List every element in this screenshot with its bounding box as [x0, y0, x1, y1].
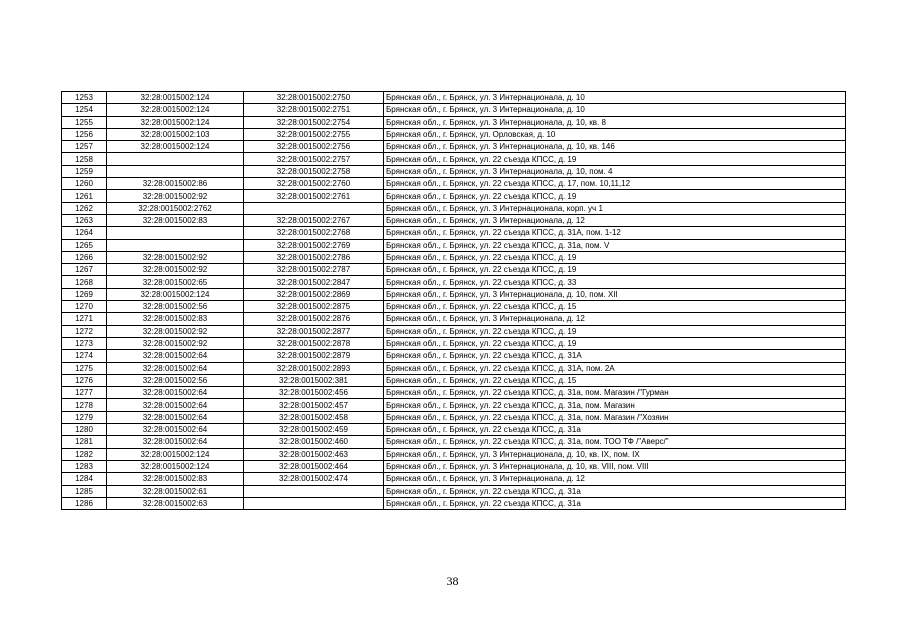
table-row: [62, 190, 846, 202]
row-number-cell: 1274: [62, 350, 107, 362]
cadastral-number-cell: 32:28:0015002:459: [244, 424, 384, 436]
table-row: [62, 460, 846, 472]
parent-cadastral-number-cell: 32:28:0015002:103: [107, 128, 244, 140]
parent-cadastral-number-cell: 32:28:0015002:64: [107, 399, 244, 411]
cadastral-number-cell: 32:28:0015002:457: [244, 399, 384, 411]
row-number-cell: 1270: [62, 301, 107, 313]
parent-cadastral-number-cell: [107, 239, 244, 251]
parent-cadastral-number-cell: 32:28:0015002:92: [107, 264, 244, 276]
parent-cadastral-number-cell: 32:28:0015002:124: [107, 448, 244, 460]
row-number-cell: 1264: [62, 227, 107, 239]
cadastral-number-cell: 32:28:0015002:2876: [244, 313, 384, 325]
table-row: [62, 424, 846, 436]
address-cell: Брянская обл., г. Брянск, ул. 3 Интернационала, д. 10, кв. 146: [384, 141, 846, 153]
row-number-cell: 1265: [62, 239, 107, 251]
cadastral-number-cell: 32:28:0015002:2878: [244, 337, 384, 349]
cadastral-number-cell: [244, 202, 384, 214]
table-row: [62, 214, 846, 226]
row-number-cell: 1256: [62, 128, 107, 140]
parent-cadastral-number-cell: 32:28:0015002:63: [107, 497, 244, 509]
parent-cadastral-number-cell: 32:28:0015002:83: [107, 214, 244, 226]
address-cell: Брянская обл., г. Брянск, ул. 22 съезда КПСС, д. 31А, пом. 1-12: [384, 227, 846, 239]
cadastral-number-cell: 32:28:0015002:2751: [244, 104, 384, 116]
row-number-cell: 1260: [62, 178, 107, 190]
parent-cadastral-number-cell: 32:28:0015002:92: [107, 190, 244, 202]
table-row: [62, 165, 846, 177]
row-number-cell: 1278: [62, 399, 107, 411]
table-row: [62, 436, 846, 448]
parent-cadastral-number-cell: 32:28:0015002:56: [107, 301, 244, 313]
table-row: [62, 264, 846, 276]
table-row: [62, 325, 846, 337]
address-cell: Брянская обл., г. Брянск, ул. 22 съезда КПСС, д. 19: [384, 337, 846, 349]
parent-cadastral-number-cell: 32:28:0015002:61: [107, 485, 244, 497]
cadastral-number-cell: [244, 485, 384, 497]
table-row: [62, 313, 846, 325]
cadastral-number-cell: 32:28:0015002:2754: [244, 116, 384, 128]
cadastral-number-cell: 32:28:0015002:2761: [244, 190, 384, 202]
table-row: [62, 92, 846, 104]
address-cell: Брянская обл., г. Брянск, ул. 22 съезда КПСС, д. 19: [384, 264, 846, 276]
table-row: [62, 227, 846, 239]
cadastral-number-cell: 32:28:0015002:2787: [244, 264, 384, 276]
address-cell: Брянская обл., г. Брянск, ул. 3 Интернационала, д. 10, кв. IX, пом. IX: [384, 448, 846, 460]
cadastral-number-cell: 32:28:0015002:2875: [244, 301, 384, 313]
page-number: 38: [446, 574, 459, 588]
table-row: [62, 288, 846, 300]
parent-cadastral-number-cell: 32:28:0015002:124: [107, 92, 244, 104]
cadastral-number-cell: 32:28:0015002:2750: [244, 92, 384, 104]
address-cell: Брянская обл., г. Брянск, ул. 3 Интернационала, д. 10: [384, 92, 846, 104]
parent-cadastral-number-cell: 32:28:0015002:86: [107, 178, 244, 190]
row-number-cell: 1253: [62, 92, 107, 104]
address-cell: Брянская обл., г. Брянск, ул. 3 Интернационала, корп. уч 1: [384, 202, 846, 214]
parent-cadastral-number-cell: 32:28:0015002:124: [107, 116, 244, 128]
parent-cadastral-number-cell: 32:28:0015002:64: [107, 362, 244, 374]
row-number-cell: 1258: [62, 153, 107, 165]
row-number-cell: 1272: [62, 325, 107, 337]
cadastral-number-cell: [244, 497, 384, 509]
address-cell: Брянская обл., г. Брянск, ул. 22 съезда КПСС, д. 31А, пом. 2А: [384, 362, 846, 374]
table-row: [62, 497, 846, 509]
cadastral-number-cell: 32:28:0015002:2869: [244, 288, 384, 300]
table-row: [62, 473, 846, 485]
parent-cadastral-number-cell: 32:28:0015002:124: [107, 288, 244, 300]
parent-cadastral-number-cell: 32:28:0015002:64: [107, 411, 244, 423]
cadastral-number-cell: 32:28:0015002:2756: [244, 141, 384, 153]
row-number-cell: 1266: [62, 251, 107, 263]
cadastral-number-cell: 32:28:0015002:2755: [244, 128, 384, 140]
table-row: [62, 116, 846, 128]
address-cell: Брянская обл., г. Брянск, ул. 3 Интернационала, д. 10, кв. VIII, пом. VIII: [384, 460, 846, 472]
address-cell: Брянская обл., г. Брянск, ул. 22 съезда КПСС, д. 17, пом. 10,11,12: [384, 178, 846, 190]
cadastral-number-cell: 32:28:0015002:2786: [244, 251, 384, 263]
address-cell: Брянская обл., г. Брянск, ул. 3 Интернационала, д. 10, кв. 8: [384, 116, 846, 128]
row-number-cell: 1257: [62, 141, 107, 153]
address-cell: Брянская обл., г. Брянск, ул. 22 съезда КПСС, д. 19: [384, 325, 846, 337]
cadastral-number-cell: 32:28:0015002:2767: [244, 214, 384, 226]
row-number-cell: 1254: [62, 104, 107, 116]
address-cell: Брянская обл., г. Брянск, ул. 22 съезда КПСС, д. 19: [384, 190, 846, 202]
address-cell: Брянская обл., г. Брянск, ул. 3 Интернационала, д. 10, пом. XII: [384, 288, 846, 300]
row-number-cell: 1283: [62, 460, 107, 472]
cadastral-number-cell: 32:28:0015002:2877: [244, 325, 384, 337]
address-cell: Брянская обл., г. Брянск, ул. 22 съезда КПСС, д. 31а, пом. Магазин /"Хозяин: [384, 411, 846, 423]
cadastral-number-cell: 32:28:0015002:2760: [244, 178, 384, 190]
parent-cadastral-number-cell: 32:28:0015002:92: [107, 251, 244, 263]
table-row: [62, 178, 846, 190]
address-cell: Брянская обл., г. Брянск, ул. 22 съезда КПСС, д. 31а, пом. V: [384, 239, 846, 251]
table-row: [62, 485, 846, 497]
address-cell: Брянская обл., г. Брянск, ул. 22 съезда КПСС, д. 31а: [384, 424, 846, 436]
parent-cadastral-number-cell: 32:28:0015002:92: [107, 337, 244, 349]
parent-cadastral-number-cell: 32:28:0015002:92: [107, 325, 244, 337]
row-number-cell: 1259: [62, 165, 107, 177]
row-number-cell: 1285: [62, 485, 107, 497]
row-number-cell: 1280: [62, 424, 107, 436]
address-cell: Брянская обл., г. Брянск, ул. 3 Интернационала, д. 12: [384, 313, 846, 325]
row-number-cell: 1275: [62, 362, 107, 374]
address-cell: Брянская обл., г. Брянск, ул. 22 съезда КПСС, д. 33: [384, 276, 846, 288]
cadastral-number-cell: 32:28:0015002:2893: [244, 362, 384, 374]
table-row: [62, 399, 846, 411]
cadastral-number-cell: 32:28:0015002:2879: [244, 350, 384, 362]
parent-cadastral-number-cell: 32:28:0015002:64: [107, 436, 244, 448]
parent-cadastral-number-cell: 32:28:0015002:83: [107, 313, 244, 325]
row-number-cell: 1284: [62, 473, 107, 485]
table-row: [62, 239, 846, 251]
table-row: [62, 301, 846, 313]
row-number-cell: 1277: [62, 387, 107, 399]
table-row: [62, 104, 846, 116]
table-row: [62, 202, 846, 214]
row-number-cell: 1276: [62, 374, 107, 386]
cadastral-registry-table: [61, 91, 846, 510]
row-number-cell: 1267: [62, 264, 107, 276]
parent-cadastral-number-cell: 32:28:0015002:124: [107, 460, 244, 472]
cadastral-number-cell: 32:28:0015002:2758: [244, 165, 384, 177]
row-number-cell: 1271: [62, 313, 107, 325]
row-number-cell: 1255: [62, 116, 107, 128]
cadastral-number-cell: 32:28:0015002:2757: [244, 153, 384, 165]
table-row: [62, 276, 846, 288]
row-number-cell: 1269: [62, 288, 107, 300]
row-number-cell: 1281: [62, 436, 107, 448]
cadastral-number-cell: 32:28:0015002:2769: [244, 239, 384, 251]
address-cell: Брянская обл., г. Брянск, ул. Орловская, д. 10: [384, 128, 846, 140]
row-number-cell: 1263: [62, 214, 107, 226]
address-cell: Брянская обл., г. Брянск, ул. 22 съезда КПСС, д. 31а, пом. ТОО ТФ /"Аверс/": [384, 436, 846, 448]
cadastral-number-cell: 32:28:0015002:2847: [244, 276, 384, 288]
row-number-cell: 1273: [62, 337, 107, 349]
parent-cadastral-number-cell: 32:28:0015002:83: [107, 473, 244, 485]
row-number-cell: 1262: [62, 202, 107, 214]
parent-cadastral-number-cell: 32:28:0015002:64: [107, 350, 244, 362]
row-number-cell: 1268: [62, 276, 107, 288]
parent-cadastral-number-cell: 32:28:0015002:56: [107, 374, 244, 386]
address-cell: Брянская обл., г. Брянск, ул. 3 Интернационала, д. 10, пом. 4: [384, 165, 846, 177]
cadastral-number-cell: 32:28:0015002:456: [244, 387, 384, 399]
row-number-cell: 1261: [62, 190, 107, 202]
table-row: [62, 337, 846, 349]
table-row: [62, 362, 846, 374]
parent-cadastral-number-cell: [107, 165, 244, 177]
table-row: [62, 411, 846, 423]
address-cell: Брянская обл., г. Брянск, ул. 22 съезда КПСС, д. 15: [384, 301, 846, 313]
parent-cadastral-number-cell: [107, 227, 244, 239]
row-number-cell: 1282: [62, 448, 107, 460]
cadastral-number-cell: 32:28:0015002:460: [244, 436, 384, 448]
address-cell: Брянская обл., г. Брянск, ул. 22 съезда КПСС, д. 31а: [384, 485, 846, 497]
table-row: [62, 448, 846, 460]
cadastral-number-cell: 32:28:0015002:381: [244, 374, 384, 386]
address-cell: Брянская обл., г. Брянск, ул. 22 съезда КПСС, д. 19: [384, 251, 846, 263]
parent-cadastral-number-cell: 32:28:0015002:65: [107, 276, 244, 288]
parent-cadastral-number-cell: 32:28:0015002:124: [107, 141, 244, 153]
row-number-cell: 1279: [62, 411, 107, 423]
address-cell: Брянская обл., г. Брянск, ул. 22 съезда КПСС, д. 31а, пом. Магазин /"Гурман: [384, 387, 846, 399]
registry-table-body: [62, 92, 846, 510]
table-row: [62, 387, 846, 399]
address-cell: Брянская обл., г. Брянск, ул. 3 Интернационала, д. 12: [384, 214, 846, 226]
table-row: [62, 251, 846, 263]
address-cell: Брянская обл., г. Брянск, ул. 22 съезда КПСС, д. 31А: [384, 350, 846, 362]
address-cell: Брянская обл., г. Брянск, ул. 22 съезда КПСС, д. 31а, пом. Магазин: [384, 399, 846, 411]
table-row: [62, 350, 846, 362]
parent-cadastral-number-cell: 32:28:0015002:124: [107, 104, 244, 116]
cadastral-number-cell: 32:28:0015002:463: [244, 448, 384, 460]
cadastral-number-cell: 32:28:0015002:464: [244, 460, 384, 472]
cadastral-number-cell: 32:28:0015002:458: [244, 411, 384, 423]
address-cell: Брянская обл., г. Брянск, ул. 22 съезда КПСС, д. 19: [384, 153, 846, 165]
cadastral-number-cell: 32:28:0015002:2768: [244, 227, 384, 239]
table-row: [62, 374, 846, 386]
table-row: [62, 128, 846, 140]
address-cell: Брянская обл., г. Брянск, ул. 3 Интернационала, д. 12: [384, 473, 846, 485]
address-cell: Брянская обл., г. Брянск, ул. 3 Интернационала, д. 10: [384, 104, 846, 116]
table-row: [62, 141, 846, 153]
cadastral-number-cell: 32:28:0015002:474: [244, 473, 384, 485]
table-row: [62, 153, 846, 165]
address-cell: Брянская обл., г. Брянск, ул. 22 съезда КПСС, д. 15: [384, 374, 846, 386]
parent-cadastral-number-cell: 32:28:0015002:64: [107, 424, 244, 436]
parent-cadastral-number-cell: 32:28:0015002:64: [107, 387, 244, 399]
parent-cadastral-number-cell: [107, 153, 244, 165]
address-cell: Брянская обл., г. Брянск, ул. 22 съезда КПСС, д. 31а: [384, 497, 846, 509]
parent-cadastral-number-cell: 32:28:0015002:2762: [107, 202, 244, 214]
row-number-cell: 1286: [62, 497, 107, 509]
